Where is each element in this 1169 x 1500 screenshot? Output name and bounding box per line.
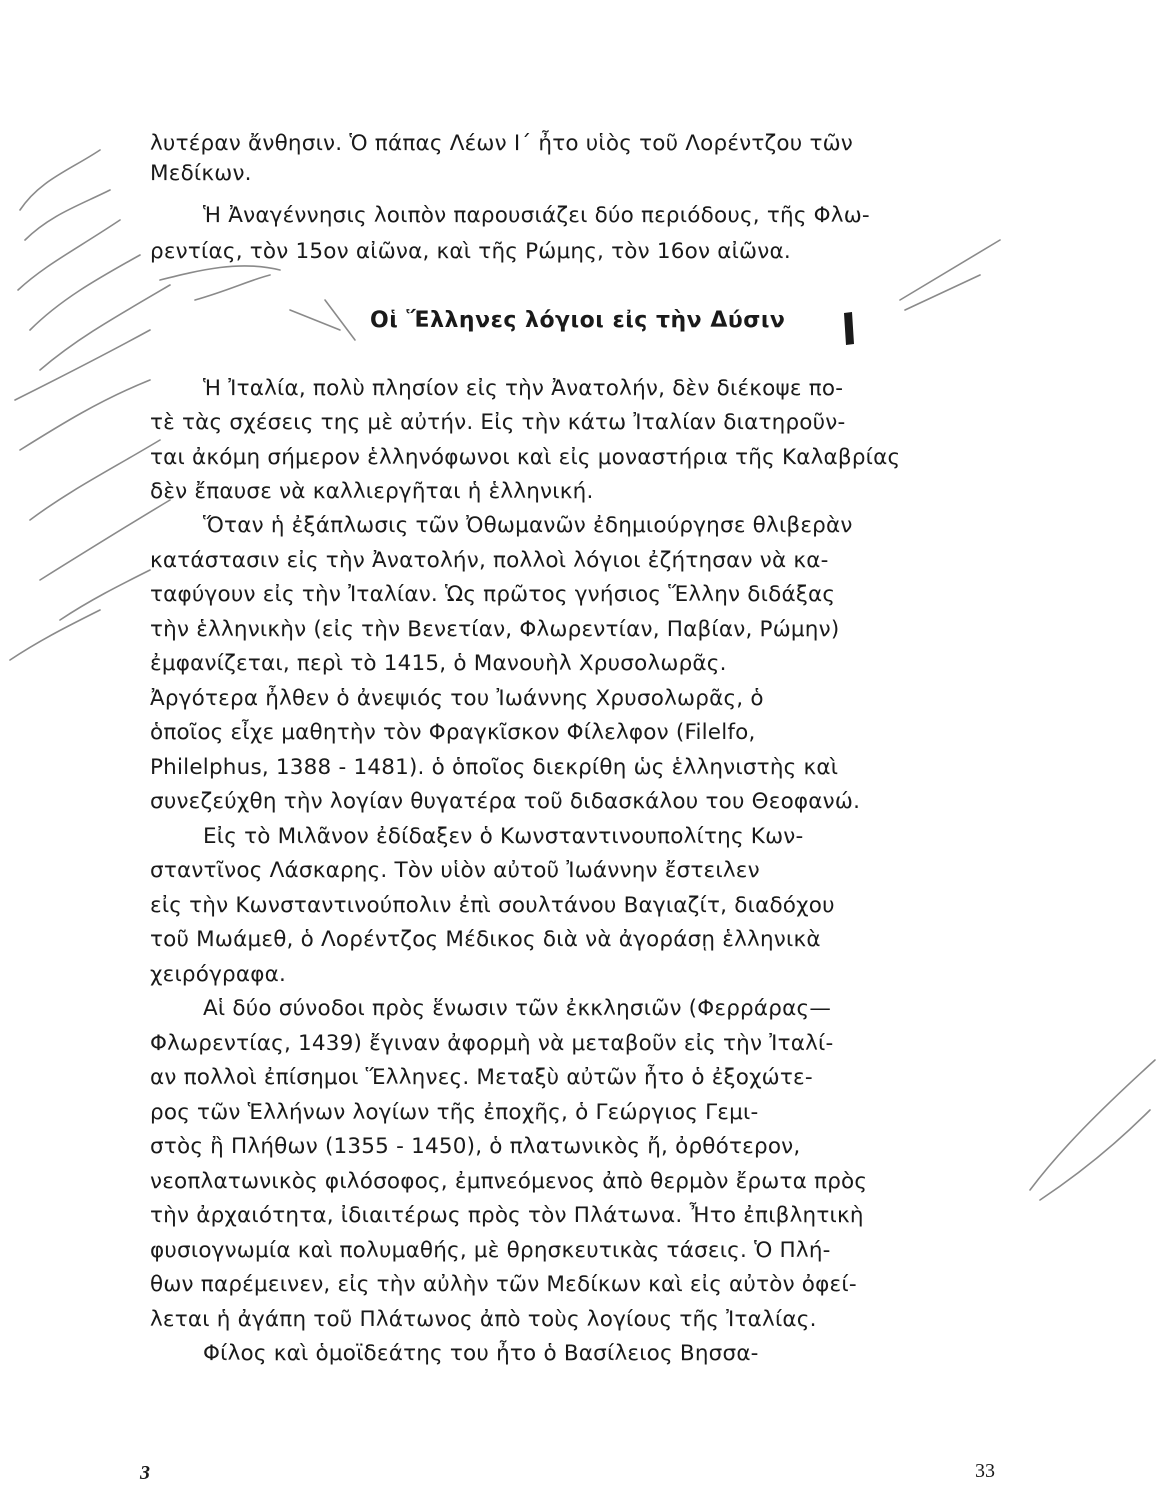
text-line: λεται ἡ ἀγάπη τοῦ Πλάτωνος ἀπὸ τοὺς λογίους τῆς Ἰταλίας. <box>150 1307 817 1332</box>
text-line: σταντῖνος Λάσκαρης. Τὸν υἱὸν αὐτοῦ Ἰωάννην ἔστειλεν <box>150 858 760 883</box>
text-line: χειρόγραφα. <box>150 962 287 987</box>
text-line: Ἡ Ἀναγέννησις λοιπὸν παρουσιάζει δύο περιόδους, τῆς Φλω- <box>203 203 870 228</box>
text-line: συνεζεύχθη τὴν λογίαν θυγατέρα τοῦ διδασκάλου του Θεοφανώ. <box>150 789 861 814</box>
text-line: ὁποῖος εἶχε μαθητὴν τὸν Φραγκῖσκον Φίλελφον (Filelfo, <box>150 720 756 745</box>
text-line: ἐμφανίζεται, περὶ τὸ 1415, ὁ Μανουὴλ Χρυσολωρᾶς. <box>150 651 727 676</box>
section-heading: Οἱ Ἕλληνες λόγιοι εἰς τὴν Δύσιν <box>370 308 786 333</box>
text-line: τὴν ἀρχαιότητα, ἰδιαιτέρως πρὸς τὸν Πλάτωνα. Ἦτο ἐπιβλητικὴ <box>150 1203 864 1228</box>
text-line: Μεδίκων. <box>150 161 252 186</box>
text-line: θων παρέμεινεν, εἰς τὴν αὐλὴν τῶν Μεδίκων καὶ εἰς αὐτὸν ὀφεί- <box>150 1272 857 1297</box>
text-line: νεοπλατωνικὸς φιλόσοφος, ἐμπνεόμενος ἀπὸ θερμὸν ἔρωτα πρὸς <box>150 1169 868 1194</box>
text-line: Εἰς τὸ Μιλᾶνον ἐδίδαξεν ὁ Κωνσταντινουπολίτης Κων- <box>203 824 804 849</box>
text-line: ρος τῶν Ἑλλήνων λογίων τῆς ἐποχῆς, ὁ Γεώργιος Γεμι- <box>150 1100 759 1125</box>
text-line: τοῦ Μωάμεθ, ὁ Λορέντζος Μέδικος διὰ νὰ ἀγοράσῃ ἑλληνικὰ <box>150 927 821 952</box>
text-line: δὲν ἔπαυσε νὰ καλλιεργῆται ἡ ἑλληνική. <box>150 479 594 504</box>
text-line: Ἀργότερα ἦλθεν ὁ ἀνεψιός του Ἰωάννης Χρυσολωρᾶς, ὁ <box>150 686 764 711</box>
text-line: λυτέραν ἄνθησιν. Ὁ πάπας Λέων Ι΄ ἦτο υἱὸς τοῦ Λορέντζου τῶν <box>150 131 854 156</box>
text-line: ται ἀκόμη σήμερον ἑλληνόφωνοι καὶ εἰς μοναστήρια τῆς Καλαβρίας <box>150 445 901 470</box>
text-line: ταφύγουν εἰς τὴν Ἰταλίαν. Ὡς πρῶτος γνήσιος Ἕλλην διδάξας <box>150 582 836 607</box>
signature-mark: 3 <box>140 1462 150 1484</box>
text-line: τὲ τὰς σχέσεις της μὲ αὐτήν. Εἰς τὴν κάτω Ἰταλίαν διατηροῦν- <box>150 410 846 435</box>
page-number: 33 <box>975 1460 995 1482</box>
text-line: Φίλος καὶ ὁμοϊδεάτης του ἦτο ὁ Βασίλειος Βησσα- <box>203 1341 759 1366</box>
text-line: ρεντίας, τὸν 15ον αἰῶνα, καὶ τῆς Ρώμης, τὸν 16ον αἰῶνα. <box>150 239 791 264</box>
text-line: εἰς τὴν Κωνσταντινούπολιν ἐπὶ σουλτάνου Βαγιαζίτ, διαδόχου <box>150 893 835 918</box>
text-line: αν πολλοὶ ἐπίσημοι Ἕλληνες. Μεταξὺ αὐτῶν ἦτο ὁ ἐξοχώτε- <box>150 1065 813 1090</box>
text-line: φυσιογνωμία καὶ πολυμαθής, μὲ θρησκευτικὰς τάσεις. Ὁ Πλή- <box>150 1238 831 1263</box>
text-line: Ὅταν ἡ ἐξάπλωσις τῶν Ὀθωμανῶν ἐδημιούργησε θλιβερὰν <box>203 513 853 538</box>
text-line: Philelphus, 1388 - 1481). ὁ ὁποῖος διεκρίθη ὡς ἑλληνιστὴς καὶ <box>150 755 839 780</box>
text-line: Ἡ Ἰταλία, πολὺ πλησίον εἰς τὴν Ἀνατολήν, δὲν διέκοψε πο- <box>203 376 844 401</box>
text-line: στὸς ἢ Πλήθων (1355 - 1450), ὁ πλατωνικὸς ἤ, ὀρθότερον, <box>150 1134 801 1159</box>
text-line: κατάστασιν εἰς τὴν Ἀνατολήν, πολλοὶ λόγιοι ἐζήτησαν νὰ κα- <box>150 548 829 573</box>
text-line: Αἱ δύο σύνοδοι πρὸς ἕνωσιν τῶν ἐκκλησιῶν (Φερράρας— <box>203 996 832 1021</box>
text-line: τὴν ἑλληνικὴν (εἰς τὴν Βενετίαν, Φλωρεντίαν, Παβίαν, Ρώμην) <box>150 617 840 642</box>
text-line: Φλωρεντίας, 1439) ἔγιναν ἀφορμὴ νὰ μεταβοῦν εἰς τὴν Ἰταλί- <box>150 1031 834 1056</box>
